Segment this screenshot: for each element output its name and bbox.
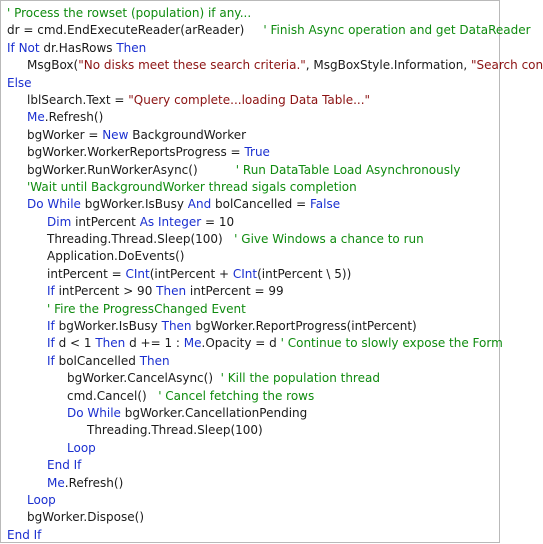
code-line — [1, 318, 499, 335]
code-token-keyword: True — [244, 145, 270, 160]
code-line — [1, 179, 499, 196]
code-line — [1, 301, 499, 318]
code-token-text: bgWorker.CancellationPending — [120, 405, 308, 420]
code-token-text: .Refresh() — [44, 110, 104, 125]
code-token-keyword: Me — [47, 475, 65, 490]
code-line — [1, 405, 499, 422]
code-token-keyword: End If — [7, 527, 42, 542]
code-token-keyword: Then — [139, 353, 170, 368]
code-token-keyword: Then — [161, 319, 192, 334]
code-token-text: bgWorker.IsBusy — [54, 319, 162, 334]
code-token-keyword: And — [187, 197, 212, 212]
code-token-keyword: Me — [183, 336, 202, 351]
code-line — [1, 40, 499, 57]
code-token-keyword: Then — [116, 40, 147, 55]
code-token-keyword: CInt — [125, 266, 150, 281]
code-token-text: .Opacity = d — [201, 336, 281, 351]
code-line — [1, 75, 499, 92]
code-token-text: cmd.Cancel() — [67, 388, 159, 403]
code-token-text: d += 1 : — [125, 336, 184, 351]
code-line — [1, 5, 499, 22]
code-line — [1, 457, 499, 474]
code-line — [1, 248, 499, 265]
code-token-text: bolCancelled = — [211, 197, 310, 212]
code-token-text: MsgBox( — [27, 58, 79, 73]
code-line — [1, 57, 543, 74]
code-token-keyword: Then — [95, 336, 126, 351]
code-token-text: bgWorker.Dispose() — [27, 510, 145, 525]
code-line — [1, 214, 499, 231]
code-token-keyword: New — [102, 127, 129, 142]
code-line — [1, 92, 499, 109]
code-token-text: bgWorker.IsBusy — [80, 197, 188, 212]
code-line — [1, 109, 499, 126]
code-token-keyword: Else — [7, 75, 32, 90]
code-token-text: lblSearch.Text = — [27, 92, 129, 107]
code-token-keyword: If — [47, 319, 55, 334]
code-token-comment: ' Give Windows a chance to run — [234, 232, 424, 247]
code-token-text: Threading.Thread.Sleep(100) — [87, 423, 263, 438]
code-token-text: .Refresh() — [64, 475, 124, 490]
code-token-keyword: Then — [156, 284, 187, 299]
code-token-comment: ' Run DataTable Load Asynchronously — [235, 162, 461, 177]
code-line — [1, 144, 499, 161]
code-line — [1, 492, 499, 509]
code-token-comment: ' Fire the ProgressChanged Event — [47, 301, 246, 316]
code-token-comment: 'Wait until BackgroundWorker thread sigals completion — [27, 179, 357, 194]
code-token-keyword: End If — [47, 458, 82, 473]
code-line — [1, 370, 499, 387]
code-line — [1, 527, 499, 544]
code-token-text: Application.DoEvents() — [47, 249, 185, 264]
code-line — [1, 162, 499, 179]
code-token-keyword: As Integer — [139, 214, 202, 229]
code-block — [1, 5, 543, 544]
code-token-text: (intPercent \ 5)) — [257, 266, 352, 281]
code-token-comment: ' Process the rowset (population) if any... — [7, 6, 252, 20]
code-line — [1, 22, 531, 39]
code-line — [1, 388, 499, 405]
code-token-keyword: Loop — [27, 492, 56, 507]
code-token-string: "No disks meet these search criteria." — [78, 58, 306, 73]
code-token-text: bgWorker.CancelAsync() — [67, 371, 221, 386]
code-line — [1, 422, 499, 439]
code-token-string: "Search con — [471, 58, 543, 73]
code-token-comment: ' Kill the population thread — [220, 371, 380, 386]
code-line — [1, 475, 499, 492]
code-token-comment: ' Continue to slowly expose the Form — [280, 336, 503, 351]
code-token-keyword: False — [309, 197, 341, 212]
code-token-text: bgWorker.WorkerReportsProgress = — [27, 145, 245, 160]
code-token-text: = 10 — [201, 214, 235, 229]
code-token-comment: ' Finish Async operation and get DataReader — [263, 23, 531, 38]
code-token-text: , MsgBoxStyle.Information, — [305, 58, 472, 73]
code-token-text: intPercent > 90 — [54, 284, 157, 299]
code-token-text: intPercent = 99 — [186, 284, 284, 299]
code-token-text: intPercent — [71, 214, 140, 229]
code-line — [1, 231, 499, 248]
code-token-text: d < 1 — [54, 336, 96, 351]
code-token-keyword: Do While — [67, 405, 121, 420]
code-line — [1, 266, 499, 283]
code-token-text: dr = cmd.EndExecuteReader(arReader) — [7, 23, 264, 38]
code-token-text: bgWorker = — [27, 127, 103, 142]
code-token-comment: ' Cancel fetching the rows — [158, 388, 315, 403]
code-token-text: (intPercent + — [149, 266, 233, 281]
code-token-text: Threading.Thread.Sleep(100) — [47, 232, 235, 247]
code-token-keyword: If — [47, 284, 55, 299]
code-token-keyword: If — [47, 336, 55, 351]
code-line — [1, 353, 499, 370]
code-token-keyword: If Not — [7, 40, 40, 55]
code-token-string: "Query complete...loading Data Table..." — [128, 92, 371, 107]
code-line — [1, 196, 499, 213]
code-token-text: bolCancelled — [54, 353, 140, 368]
code-line — [1, 127, 499, 144]
code-line — [1, 509, 499, 526]
code-token-keyword: Loop — [67, 440, 96, 455]
code-token-text: intPercent = — [47, 266, 126, 281]
code-line — [1, 283, 499, 300]
code-token-keyword: Dim — [47, 214, 72, 229]
code-line — [1, 335, 503, 352]
code-token-keyword: If — [47, 353, 55, 368]
code-token-text: bgWorker.ReportProgress(intPercent) — [191, 319, 417, 334]
code-token-keyword: Me — [27, 110, 45, 125]
code-token-text: bgWorker.RunWorkerAsync() — [27, 162, 236, 177]
code-token-text: BackgroundWorker — [128, 127, 247, 142]
code-token-text: dr.HasRows — [39, 40, 117, 55]
code-token-keyword: CInt — [232, 266, 258, 281]
code-token-keyword: Do While — [27, 197, 81, 212]
code-line — [1, 440, 499, 457]
